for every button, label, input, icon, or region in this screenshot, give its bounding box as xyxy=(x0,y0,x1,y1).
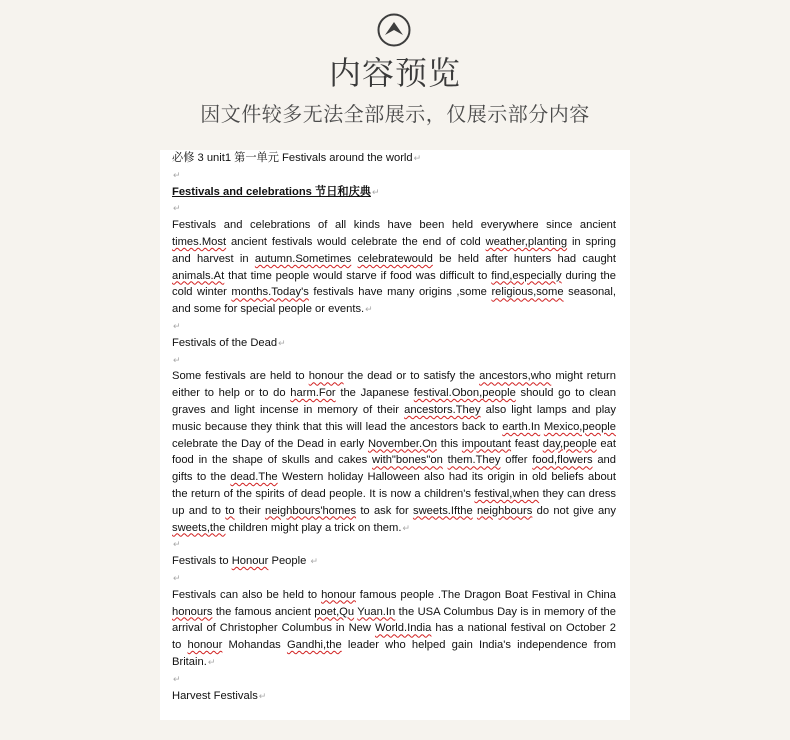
text-run: that time people would starve if food was difficult to xyxy=(224,269,492,282)
text-run: Festivals to xyxy=(172,555,232,568)
spelling-flag: ancestors,who xyxy=(479,370,552,383)
empty-line xyxy=(172,167,616,184)
text-run: the dead or to satisfy the xyxy=(343,370,480,383)
text-run: Festivals and celebrations of all kinds have been held everywhere since ancient xyxy=(172,219,616,232)
preview-title: 内容预览 xyxy=(328,54,461,92)
spelling-flag: to xyxy=(225,504,235,517)
paragraph xyxy=(172,553,616,570)
paragraph-mark: ↵ xyxy=(258,690,267,701)
text-run: be held after hunters had caught xyxy=(432,252,617,265)
paragraph-mark: ↵ xyxy=(173,354,181,365)
spelling-flag: religious,some xyxy=(491,286,564,299)
spelling-flag: neighbours xyxy=(476,504,533,517)
empty-line xyxy=(172,570,616,587)
text-run: their xyxy=(234,504,265,517)
spelling-flag: sweets,the xyxy=(172,521,226,534)
text-run: during the cold winter xyxy=(172,269,616,299)
text-run: leader who helped gain India's independence from Britain. xyxy=(172,639,616,668)
text-run: do not give any xyxy=(532,504,616,517)
text-run: the famous ancient xyxy=(212,605,315,618)
text-run: and gifts to the xyxy=(172,454,617,484)
double-chevron-up-icon xyxy=(377,13,411,47)
empty-line xyxy=(172,318,616,335)
empty-line xyxy=(172,536,616,553)
paragraph-mark: ↵ xyxy=(173,203,181,214)
paragraph xyxy=(172,217,616,318)
spelling-flag: weather,planting xyxy=(485,235,568,248)
text-run: Harvest Festivals xyxy=(172,689,258,702)
spelling-flag: months.Today's xyxy=(231,286,309,299)
text-run: children might play a trick on them. xyxy=(225,521,402,534)
text-run: has a national festival on October 2 to xyxy=(172,622,616,652)
paragraph xyxy=(172,368,616,536)
empty-line xyxy=(172,671,616,688)
spelling-flag: honour xyxy=(308,370,344,383)
spelling-flag: poet,Qu xyxy=(314,605,355,618)
spelling-flag: Yuan.In xyxy=(357,605,396,618)
document-body xyxy=(172,150,616,704)
paragraph xyxy=(172,688,616,705)
text-run: Festivals of the Dead xyxy=(172,336,278,349)
text-run: Festivals can also be held to xyxy=(172,588,322,601)
paragraph-mark: ↵ xyxy=(173,320,181,331)
text-run: ancient festivals would celebrate the end of cold xyxy=(226,235,486,248)
spelling-flag: earth.In xyxy=(502,420,541,433)
text-run: People xyxy=(268,555,310,568)
spelling-flag: day,people xyxy=(542,437,597,450)
preview-subtitle: 因文件较多无法全部展示，仅展示部分内容 xyxy=(200,102,590,126)
text-run: the USA Columbus Day is in memory of the arrival of Christopher Columbus in New xyxy=(172,605,616,635)
paragraph-mark: ↵ xyxy=(365,304,373,315)
text-run: offer xyxy=(500,454,533,467)
text-run: seasonal, and some for special people or events. xyxy=(172,286,616,316)
text-run: Mohandas xyxy=(222,639,287,652)
spelling-flag: November.On xyxy=(367,437,437,450)
spelling-flag: Mexico,people xyxy=(543,420,616,433)
paragraph-mark: ↵ xyxy=(207,656,216,667)
text-run: Some festivals are held to xyxy=(172,370,309,383)
text-run: eat food in the shape of skulls and cakes xyxy=(172,437,616,467)
spelling-flag: Gandhi,the xyxy=(286,639,342,652)
spelling-flag: animals.At xyxy=(172,269,225,282)
empty-line xyxy=(172,200,616,217)
spelling-flag: honour xyxy=(187,639,223,652)
spelling-flag: World.India xyxy=(374,622,432,635)
spelling-flag: autumn.Sometimes xyxy=(254,252,352,265)
spelling-flag: ancestors.They xyxy=(404,403,481,416)
paragraph-mark: ↵ xyxy=(413,153,422,163)
text-run: famous people .The Dragon Boat Festival in China xyxy=(355,588,616,601)
text-run: this xyxy=(437,437,462,450)
paragraph-mark: ↵ xyxy=(371,186,380,197)
spelling-flag: dead.The xyxy=(230,471,278,484)
spelling-flag: food,flowers xyxy=(532,454,593,467)
text-run: feast xyxy=(511,437,543,450)
empty-line xyxy=(172,352,616,369)
text-run: Western holiday Halloween also had its origin in old beliefs about the return of the spirits of dead people. It is now a children's xyxy=(172,471,616,500)
spelling-flag: Honour xyxy=(231,555,269,568)
header-line xyxy=(172,150,616,167)
text-run: the Japanese xyxy=(335,387,414,400)
spelling-flag: sweets.Ifthe xyxy=(412,504,473,517)
spelling-flag: celebratewould xyxy=(357,252,433,265)
text-run: they can dress up and to xyxy=(172,487,616,517)
spelling-flag: find,especially xyxy=(491,269,562,282)
paragraph-mark: ↵ xyxy=(310,556,318,567)
spelling-flag: honour xyxy=(321,588,356,601)
text-run: might return either to help or to do xyxy=(172,370,616,400)
header-line-text: 必修 3 unit1 第一单元 Festivals around the world xyxy=(172,152,413,164)
text-run: to ask for xyxy=(356,504,413,517)
paragraph-mark: ↵ xyxy=(402,522,410,533)
spelling-flag: festival.Obon,people xyxy=(413,387,516,400)
doc-heading xyxy=(172,184,616,201)
paragraph-mark: ↵ xyxy=(173,572,181,583)
text-run: also light lamps and play music because they think that this will lead the ancestors back to xyxy=(172,403,616,433)
text-run: should go to clean graves and light incense in memory of their xyxy=(172,387,617,416)
spelling-flag: impoutant xyxy=(461,437,512,450)
text-run: in spring and harvest in xyxy=(172,235,616,265)
text-run: festivals have many origins ,some xyxy=(308,286,492,299)
spelling-flag: them.They xyxy=(447,454,501,467)
document-page xyxy=(160,150,630,720)
spelling-flag: with"bones"on xyxy=(372,454,443,467)
paragraph xyxy=(172,587,616,671)
spelling-flag: times.Most xyxy=(172,235,227,248)
spelling-flag: festival,when xyxy=(474,487,540,500)
paragraph-mark: ↵ xyxy=(173,673,181,684)
spelling-flag: honours xyxy=(172,605,213,618)
paragraph-mark: ↵ xyxy=(173,169,181,180)
text-run: celebrate the Day of the Dead in early xyxy=(172,437,368,450)
paragraph xyxy=(172,335,616,352)
spelling-flag: harm.For xyxy=(290,387,336,400)
spelling-flag: neighbours'homes xyxy=(264,504,357,517)
paragraph-mark: ↵ xyxy=(278,337,286,348)
paragraph-mark: ↵ xyxy=(173,539,181,550)
doc-heading-text: Festivals and celebrations 节日和庆典 xyxy=(172,185,371,198)
